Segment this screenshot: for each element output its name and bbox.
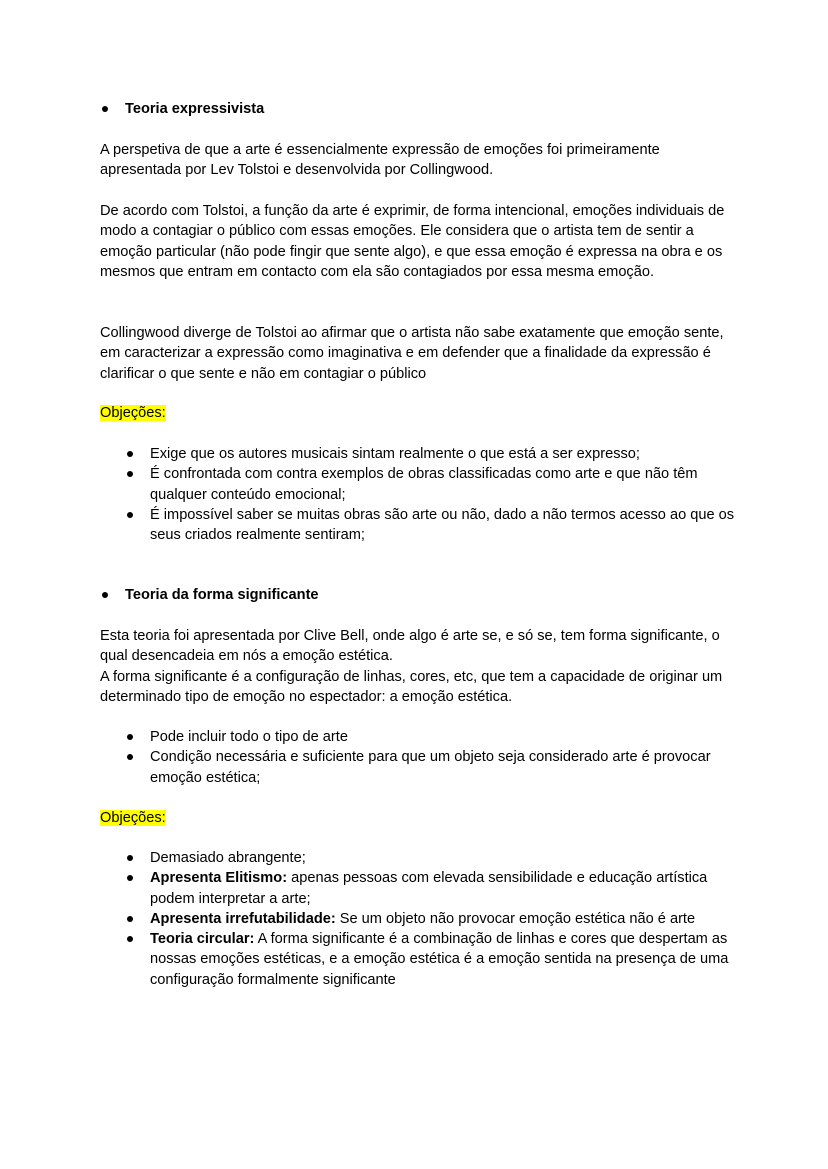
list-item <box>150 909 740 929</box>
list-item <box>150 444 740 464</box>
list-item-text: É impossível saber se muitas obras são arte ou não, dado a não termos acesso ao que os seus criados realmente sentiram; <box>150 506 735 544</box>
objections-label-text: Objeções: <box>100 405 166 421</box>
paragraph-tolstoi: De acordo com Tolstoi, a função da arte é exprimir, de forma intencional, emoções individuais de modo a contagiar o público com essas emoções. Ele considera que o artista tem de sentir a emoção particular (não pode fingir que sente algo), e que essa emoção é expressa na obra e os mesmos que entram em contacto com ela são contagiados por essa mesma emoção. <box>100 203 725 280</box>
objections-list <box>150 848 740 990</box>
list-item <box>150 727 740 747</box>
list-item <box>150 868 740 909</box>
list-item <box>150 464 740 505</box>
list-item-bold: Apresenta irrefutabilidade: <box>150 910 336 927</box>
section-heading-text: Teoria expressivista <box>125 101 265 117</box>
list-item-text: Condição necessária e suficiente para que um objeto seja considerado arte é provocar emoção estética; <box>150 749 711 786</box>
paragraph-clive-bell <box>100 626 740 707</box>
paragraph-intro: A perspetiva de que a arte é essencialmente expressão de emoções foi primeiramente apresentada por Lev Tolstoi e desenvolvida por Collingwood. <box>100 142 660 179</box>
list-item <box>150 747 740 788</box>
section-heading-expressivista <box>125 99 264 119</box>
section-heading-text: Teoria da forma significante <box>125 587 319 603</box>
list-item <box>150 929 740 990</box>
objections-list <box>150 444 740 545</box>
objections-label <box>100 403 740 423</box>
objections-label <box>100 808 740 828</box>
objections-label-text: Objeções: <box>100 810 166 826</box>
list-item <box>150 848 740 868</box>
list-item-bold: Apresenta Elitismo: <box>150 870 288 887</box>
list-item-text: É confrontada com contra exemplos de obras classificadas como arte e que não têm qualquer conteúdo emocional; <box>150 466 698 503</box>
list-item-text: Se um objeto não provocar emoção estética não é arte <box>335 910 696 927</box>
paragraph-collingwood: Collingwood diverge de Tolstoi ao afirmar que o artista não sabe exatamente que emoção sente, em caracterizar a expressão como imaginativa e em defender que a finalidade da expressão é clarificar o que sente e não em contagiar o público <box>100 325 724 382</box>
section-heading-forma-significante <box>125 585 319 605</box>
list-item-text: A forma significante é a combinação de linhas e cores que despertam as nossas emoções estéticas, e a emoção estética é a emoção sentida na presença de uma configuração formalmente significante <box>150 931 729 988</box>
paragraph-line: Esta teoria foi apresentada por Clive Bell, onde algo é arte se, e só se, tem forma significante, o qual desencadeia em nós a emoção estética. <box>100 628 720 665</box>
list-item-text: apenas pessoas com elevada sensibilidade e educação artística podem interpretar a arte; <box>150 870 708 907</box>
list-item-bold: Teoria circular: <box>150 931 255 948</box>
paragraph-line: A forma significante é a configuração de linhas, cores, etc, que tem a capacidade de originar um determinado tipo de emoção no espectador: a emoção estética. <box>100 668 723 705</box>
list-item-text: Exige que os autores musicais sintam realmente o que está a ser expresso; <box>150 446 640 462</box>
points-list <box>150 727 740 788</box>
list-item-text: Pode incluir todo o tipo de arte <box>150 729 348 745</box>
list-item-text: Demasiado abrangente; <box>150 850 306 866</box>
list-item <box>150 505 740 546</box>
